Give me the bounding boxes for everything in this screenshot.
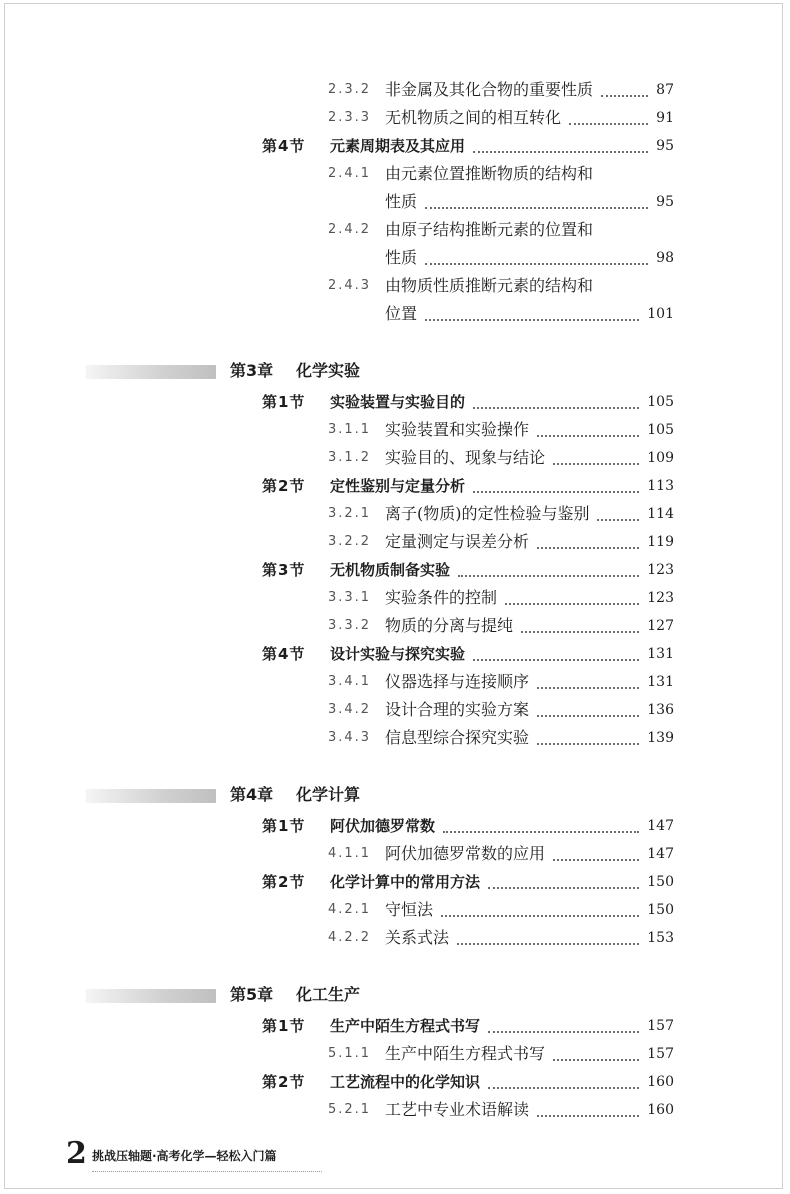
- chapter-heading: [0, 356, 790, 386]
- footer-dotted-rule: [92, 1171, 322, 1172]
- toc-subsection-row: [0, 668, 790, 696]
- chapter-title: 化学实验: [296, 361, 361, 380]
- page-number: 136: [647, 702, 674, 718]
- page-number: 98: [656, 250, 674, 266]
- dotted-leader: [488, 1087, 639, 1089]
- dotted-leader: [488, 1031, 639, 1033]
- subsection-title: 位置: [385, 304, 418, 323]
- section-title: 设计实验与探究实验: [330, 645, 466, 663]
- subsection-title: 仪器选择与连接顺序: [385, 672, 530, 691]
- dotted-leader: [537, 1115, 639, 1117]
- section-number: 第1节: [262, 1017, 306, 1035]
- toc-section-row: [0, 556, 790, 584]
- subsection-number: 3.3.2: [328, 618, 372, 633]
- subsection-title: 离子(物质)的定性检验与鉴别: [385, 504, 590, 523]
- subsection-title: 实验条件的控制: [385, 588, 498, 607]
- dotted-leader: [537, 547, 639, 549]
- section-number: 第1节: [262, 393, 306, 411]
- dotted-leader: [601, 95, 648, 97]
- chapter-heading-band: [86, 789, 216, 803]
- section-title: 阿伏加德罗常数: [330, 817, 436, 835]
- subsection-title: 设计合理的实验方案: [385, 700, 530, 719]
- toc-subsection-row: [0, 272, 790, 300]
- toc-subsection-row: [0, 188, 790, 216]
- page-number: 113: [647, 478, 674, 494]
- toc-subsection-row: [0, 896, 790, 924]
- page-number: 91: [656, 110, 674, 126]
- dotted-leader: [553, 463, 639, 465]
- toc-subsection-row: [0, 1096, 790, 1124]
- dotted-leader: [441, 915, 639, 917]
- toc-subsection-row: [0, 724, 790, 752]
- subsection-number: 3.4.2: [328, 702, 372, 717]
- page-number: 95: [656, 138, 674, 154]
- page-number: 114: [647, 506, 674, 522]
- page-number: 123: [647, 562, 674, 578]
- subsection-title: 由元素位置推断物质的结构和: [385, 164, 594, 183]
- subsection-number: 2.4.3: [328, 278, 372, 293]
- dotted-leader: [537, 687, 639, 689]
- dotted-leader: [473, 491, 639, 493]
- subsection-number: 4.1.1: [328, 846, 372, 861]
- toc-subsection-row: [0, 244, 790, 272]
- dotted-leader: [553, 859, 639, 861]
- dotted-leader: [458, 575, 639, 577]
- section-title: 化学计算中的常用方法: [330, 873, 481, 891]
- chapter-heading-band: [86, 365, 216, 379]
- page-number: 95: [656, 194, 674, 210]
- subsection-number: 4.2.1: [328, 902, 372, 917]
- subsection-title: 性质: [385, 248, 418, 267]
- dotted-leader: [473, 659, 639, 661]
- subsection-title: 实验目的、现象与结论: [385, 448, 546, 467]
- page-number: 123: [647, 590, 674, 606]
- page-number: 101: [647, 306, 674, 322]
- dotted-leader: [473, 151, 648, 153]
- page-number: 150: [647, 874, 674, 890]
- toc-subsection-row: [0, 696, 790, 724]
- toc-subsection-row: [0, 500, 790, 528]
- toc-subsection-row: [0, 416, 790, 444]
- subsection-number: 3.4.1: [328, 674, 372, 689]
- section-number: 第2节: [262, 1073, 306, 1091]
- subsection-number: 2.4.2: [328, 222, 372, 237]
- dotted-leader: [521, 631, 639, 633]
- subsection-number: 3.4.3: [328, 730, 372, 745]
- subsection-title: 物质的分离与提纯: [385, 616, 514, 635]
- section-number: 第3节: [262, 561, 306, 579]
- section-number: 第4节: [262, 645, 306, 663]
- page-number: 131: [647, 674, 674, 690]
- dotted-leader: [537, 715, 639, 717]
- chapter-heading: [0, 780, 790, 810]
- chapter-number: 第5章: [230, 985, 274, 1004]
- dotted-leader: [457, 943, 639, 945]
- chapter-number: 第4章: [230, 785, 274, 804]
- section-title: 无机物质制备实验: [330, 561, 451, 579]
- subsection-title: 由物质性质推断元素的结构和: [385, 276, 594, 295]
- subsection-title: 关系式法: [385, 928, 450, 947]
- dotted-leader: [425, 263, 648, 265]
- chapter-title: 化学计算: [296, 785, 361, 804]
- subsection-title: 由原子结构推断元素的位置和: [385, 220, 594, 239]
- page-number: 105: [647, 422, 674, 438]
- subsection-number: 5.2.1: [328, 1102, 372, 1117]
- page-number: 147: [647, 846, 674, 862]
- subsection-number: 4.2.2: [328, 930, 372, 945]
- dotted-leader: [425, 207, 648, 209]
- toc-section-row: [0, 1012, 790, 1040]
- toc-section-row: [0, 132, 790, 160]
- subsection-title: 工艺中专业术语解读: [385, 1100, 530, 1119]
- page-number: 157: [647, 1046, 674, 1062]
- subsection-title: 信息型综合探究实验: [385, 728, 530, 747]
- page-number: 119: [647, 534, 674, 550]
- section-title: 工艺流程中的化学知识: [330, 1073, 481, 1091]
- subsection-title: 性质: [385, 192, 418, 211]
- toc-section-row: [0, 640, 790, 668]
- subsection-title: 无机物质之间的相互转化: [385, 108, 562, 127]
- page-footer: [0, 1134, 790, 1184]
- chapter-number: 第3章: [230, 361, 274, 380]
- toc-section-row: [0, 812, 790, 840]
- toc-subsection-row: [0, 1040, 790, 1068]
- section-number: 第4节: [262, 137, 306, 155]
- section-number: 第1节: [262, 817, 306, 835]
- dotted-leader: [425, 319, 639, 321]
- subsection-number: 5.1.1: [328, 1046, 372, 1061]
- subsection-title: 非金属及其化合物的重要性质: [385, 80, 594, 99]
- subsection-title: 生产中陌生方程式书写: [385, 1044, 546, 1063]
- dotted-leader: [505, 603, 639, 605]
- section-title: 定性鉴别与定量分析: [330, 477, 466, 495]
- toc-section-row: [0, 1068, 790, 1096]
- dotted-leader: [443, 831, 639, 833]
- dotted-leader: [488, 887, 639, 889]
- dotted-leader: [473, 407, 639, 409]
- dotted-leader: [537, 435, 639, 437]
- section-number: 第2节: [262, 873, 306, 891]
- subsection-number: 2.3.3: [328, 110, 372, 125]
- page-number: 139: [647, 730, 674, 746]
- toc-subsection-row: [0, 840, 790, 868]
- page-number: 105: [647, 394, 674, 410]
- dotted-leader: [537, 743, 639, 745]
- toc-section-row: [0, 388, 790, 416]
- section-title: 生产中陌生方程式书写: [330, 1017, 481, 1035]
- subsection-number: 2.3.2: [328, 82, 372, 97]
- toc-subsection-row: [0, 300, 790, 328]
- subsection-number: 3.2.2: [328, 534, 372, 549]
- toc-subsection-row: [0, 216, 790, 244]
- toc-subsection-row: [0, 528, 790, 556]
- page-number: 153: [647, 930, 674, 946]
- page-number: 150: [647, 902, 674, 918]
- footer-page-number: 2: [66, 1136, 87, 1171]
- toc-subsection-row: [0, 160, 790, 188]
- chapter-title: 化工生产: [296, 985, 361, 1004]
- subsection-title: 实验装置和实验操作: [385, 420, 530, 439]
- subsection-number: 2.4.1: [328, 166, 372, 181]
- section-number: 第2节: [262, 477, 306, 495]
- toc-subsection-row: [0, 76, 790, 104]
- page-number: 131: [647, 646, 674, 662]
- toc-subsection-row: [0, 924, 790, 952]
- page-number: 160: [647, 1102, 674, 1118]
- toc-section-row: [0, 868, 790, 896]
- dotted-leader: [569, 123, 648, 125]
- subsection-number: 3.2.1: [328, 506, 372, 521]
- toc-subsection-row: [0, 584, 790, 612]
- chapter-heading-band: [86, 989, 216, 1003]
- subsection-title: 守恒法: [385, 900, 434, 919]
- page-number: 157: [647, 1018, 674, 1034]
- dotted-leader: [553, 1059, 639, 1061]
- subsection-title: 定量测定与误差分析: [385, 532, 530, 551]
- subsection-number: 3.1.1: [328, 422, 372, 437]
- footer-book-title: 挑战压轴题·高考化学—轻松入门篇: [92, 1149, 277, 1163]
- section-title: 元素周期表及其应用: [330, 137, 466, 155]
- page-number: 127: [647, 618, 674, 634]
- page-number: 160: [647, 1074, 674, 1090]
- subsection-title: 阿伏加德罗常数的应用: [385, 844, 546, 863]
- chapter-heading: [0, 980, 790, 1010]
- subsection-number: 3.1.2: [328, 450, 372, 465]
- page-number: 109: [647, 450, 674, 466]
- toc-subsection-row: [0, 104, 790, 132]
- page-number: 87: [656, 82, 674, 98]
- subsection-number: 3.3.1: [328, 590, 372, 605]
- toc-subsection-row: [0, 444, 790, 472]
- dotted-leader: [597, 519, 639, 521]
- section-title: 实验装置与实验目的: [330, 393, 466, 411]
- toc-subsection-row: [0, 612, 790, 640]
- toc-section-row: [0, 472, 790, 500]
- page-number: 147: [647, 818, 674, 834]
